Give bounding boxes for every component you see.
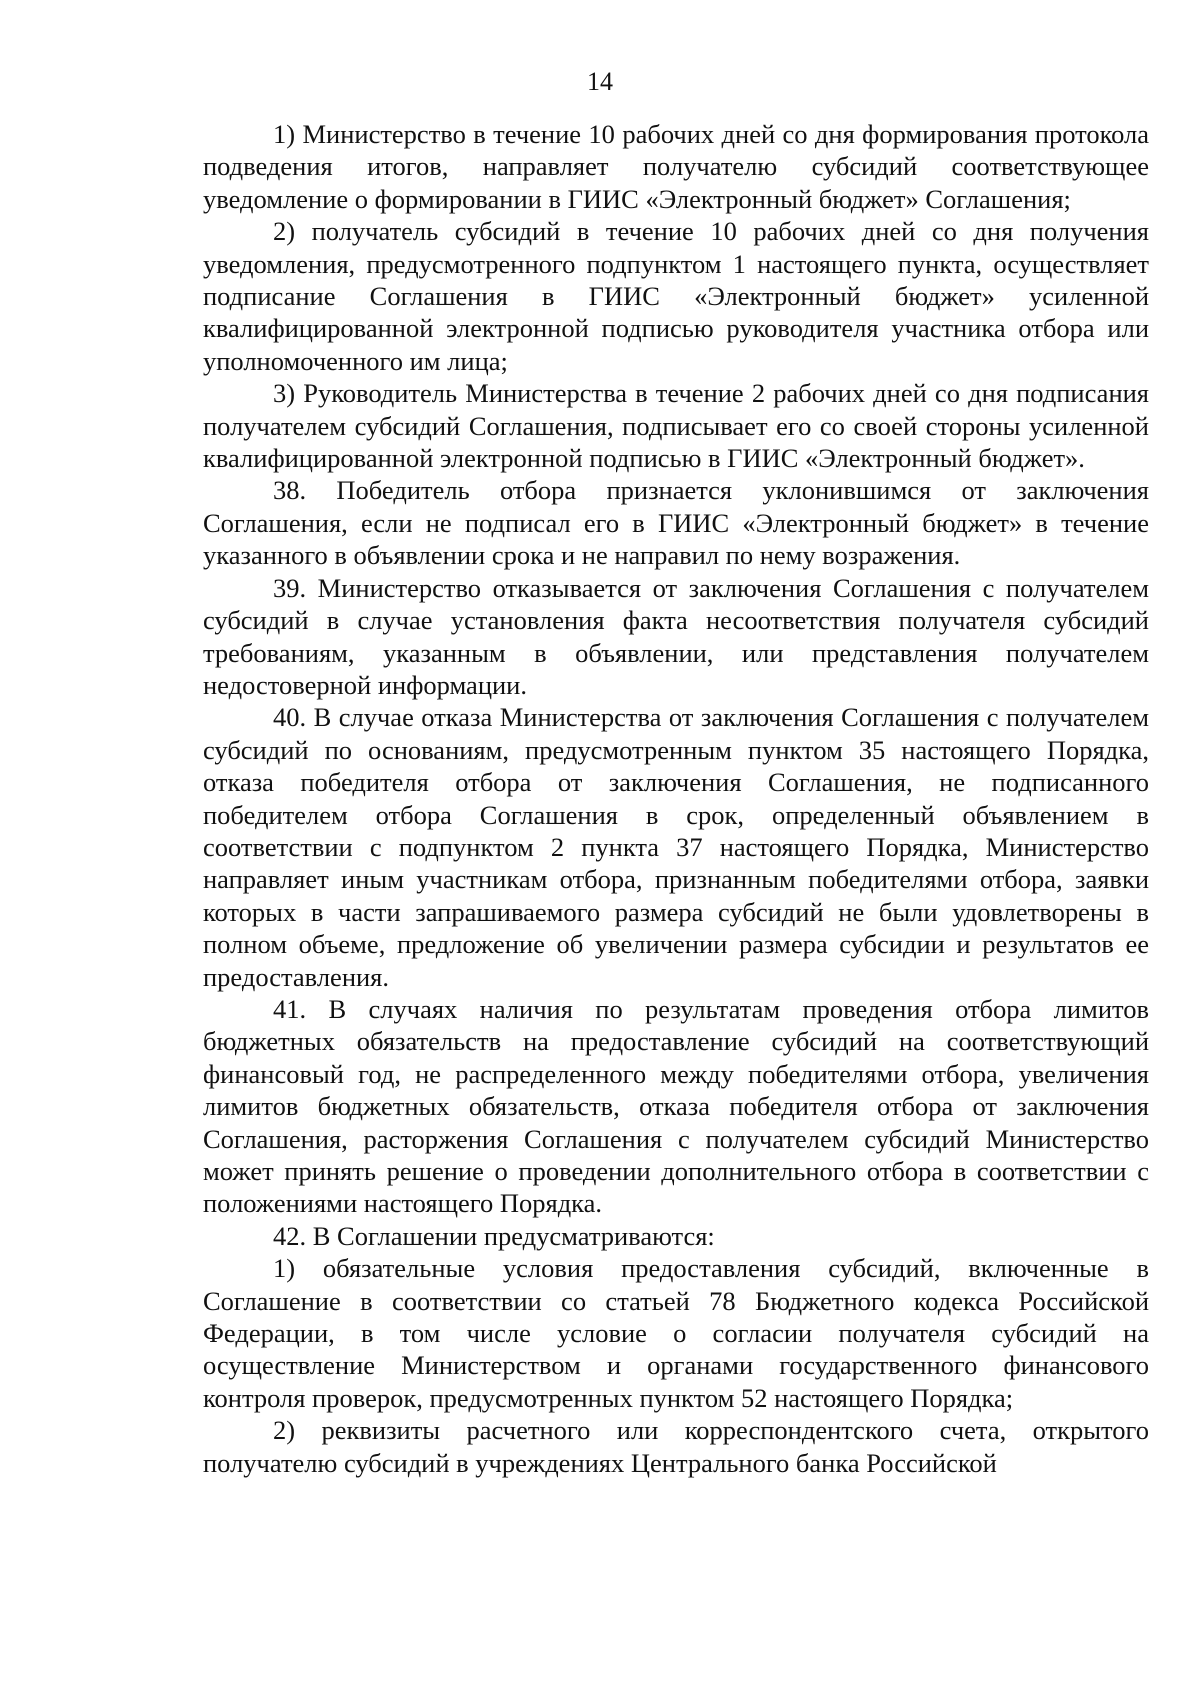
- paragraph-item-41: 41. В случаях наличия по результатам проведения отбора лимитов бюджетных обязательств на предоставление субсидий на соответствующий финансовый год, не распределенного между победителями отбора, увеличения лимитов бюджетных обязательств, отказа победителя отбора от заключения Соглашения, расторжения Соглашения с получателем субсидий Министерство может принять решение о проведении дополнительного отбора в соответствии с положениями настоящего Порядка.: [203, 993, 1149, 1219]
- paragraph-item-42: 42. В Соглашении предусматриваются:: [273, 1220, 715, 1251]
- page-number: 14: [587, 67, 613, 96]
- paragraph-item-42-subitem-1: 1) обязательные условия предоставления субсидий, включенные в Соглашение в соответствии со статьей 78 Бюджетного кодекса Российской Федерации, в том числе условие о согласии получателя субсидий на осуществление Министерством и органами государственного финансового контроля проверок, предусмотренных пунктом 52 настоящего Порядка;: [203, 1253, 1149, 1413]
- paragraph-item-38: 38. Победитель отбора признается уклонившимся от заключения Соглашения, если не подписал его в ГИИС «Электронный бюджет» в течение указанного в объявлении срока и не направил по нему возражения.: [203, 475, 1149, 571]
- paragraph-item-39: 39. Министерство отказывается от заключения Соглашения с получателем субсидий в случае установления факта несоответствия получателя субсидий требованиям, указанным в объявлении, или представления получателем недостоверной информации.: [203, 572, 1149, 700]
- paragraph-subitem-1: 1) Министерство в течение 10 рабочих дней со дня формирования протокола подведения итогов, направляет получателю субсидий соответствующее уведомление о формировании в ГИИС «Электронный бюджет» Соглашения;: [203, 119, 1149, 214]
- document-body: [203, 118, 1149, 1479]
- paragraph-subitem-2: 2) получатель субсидий в течение 10 рабочих дней со дня получения уведомления, предусмотренного подпунктом 1 настоящего пункта, осуществляет подписание Соглашения в ГИИС «Электронный бюджет» усиленной квалифицированной электронной подписью руководителя участника отбора или уполномоченного им лица;: [203, 216, 1149, 376]
- paragraph-item-42-subitem-2: 2) реквизиты расчетного или корреспондентского счета, открытого получателю субсидий в учреждениях Центрального банка Российской: [203, 1415, 1149, 1478]
- paragraph-item-40: 40. В случае отказа Министерства от заключения Соглашения с получателем субсидий по основаниям, предусмотренным пунктом 35 настоящего Порядка, отказа победителя отбора от заключения Соглашения, не подписанного победителем отбора Соглашения в срок, определенный объявлением в соответствии с подпунктом 2 пункта 37 настоящего Порядка, Министерство направляет иным участникам отбора, признанным победителями отбора, заявки которых в части запрашиваемого размера субсидий не были удовлетворены в полном объеме, предложение об увеличении размера субсидии и результатов ее предоставления.: [203, 702, 1149, 992]
- paragraph-subitem-3: 3) Руководитель Министерства в течение 2 рабочих дней со дня подписания получателем субсидий Соглашения, подписывает его со своей стороны усиленной квалифицированной электронной подписью в ГИИС «Электронный бюджет».: [203, 378, 1149, 474]
